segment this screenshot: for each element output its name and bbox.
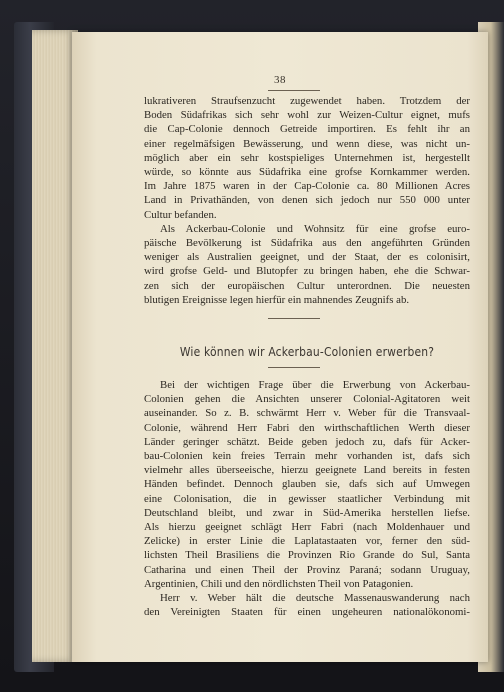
text-line: vielmehr alles überseeische, hierzu geeignete Land bereits in festen <box>144 464 470 477</box>
first-text-block <box>144 94 470 307</box>
text-line: Händen befindet. Dennoch glauben sie, dafs sich auf Umwegen <box>144 478 470 491</box>
text-line: Bei der wichtigen Frage über die Erwerbung von Ackerbau- <box>160 379 470 391</box>
text-line: Colonien gehen die Ansichten unserer Colonial-Agitatoren weit <box>144 393 470 406</box>
text-line: auseinander. So z. B. schwärmt Herr v. Weber für die Transvaal- <box>144 407 470 420</box>
text-line: zen sich der europäischen Cultur unterordnen. Die neuesten <box>144 279 470 292</box>
second-text-block <box>144 378 470 619</box>
text-line: blutigen Ereignisse legen hierfür ein mahnendes Zeugnifs ab. <box>144 293 410 306</box>
text-line: Länder geringer schätzt. Beide geben jedoch zu, dafs für Acker- <box>144 435 470 448</box>
text-line: Als hierzu geeignet schlägt Herr Fabri (nach Moldenhauer und <box>144 521 470 534</box>
text-line: Herr v. Weber hält die deutsche Massenauswanderung nach <box>160 592 470 605</box>
text-line: weniger als Australien geeignet, und der Staat, der es colonisirt, <box>144 251 470 264</box>
text-line: würde, so könnte aus Südafrika eine grofse Kornkammer werden. <box>144 166 470 179</box>
text-line: Als Ackerbau-Colonie und Wohnsitz für eine grofse euro- <box>160 222 470 235</box>
text-line: Boden Südafrikas sich sehr wohl zur Weizen-Cultur eignet, mufs <box>144 109 470 122</box>
text-line: wird grofse Geld- und Blutopfer zu bringen haben, ehe die Schwar- <box>144 265 470 278</box>
text-line: Cultur befanden. <box>144 208 217 221</box>
page-number: 38 <box>274 74 286 86</box>
text-line: Land in Privathänden, von denen sich jedoch nur 550 000 unter <box>144 194 470 207</box>
text-line: Deutschland bleibt, und zwar in Süd-Amerika herstellen liefse. <box>144 506 470 519</box>
book-page <box>72 32 488 662</box>
text-line: den Vereinigten Staaten für einen ungeheuren nationalökonomi- <box>144 606 470 619</box>
text-line: einer regelmäfsigen Bewässerung, und wenn diese, was nicht un- <box>144 137 470 150</box>
text-line: Catharina und einen Theil der Provinz Paraná; sodann Uruguay, <box>144 563 470 576</box>
text-line: lukrativeren Straufsenzucht zugewendet haben. Trotzdem der <box>144 95 470 107</box>
heading-rule <box>268 367 320 368</box>
text-line: bau-Colonien kein freies Terrain mehr vorhanden ist, dafs sich <box>144 450 470 463</box>
text-line: Colonie, während Herr Fabri den wirthschaftlichen Werth dieser <box>144 421 470 434</box>
text-line: Zelicke) in erster Linie die Laplatastaaten vor, ferner den süd- <box>144 535 470 548</box>
text-line: lichsten Theil Brasiliens die Provinzen Rio Grande do Sul, Santa <box>144 549 470 562</box>
text-line: eine Colonisation, die in gewisser staatlicher Verbindung mit <box>144 492 470 505</box>
text-line: Im Jahre 1875 waren in der Cap-Colonie ca. 80 Millionen Acres <box>144 180 470 193</box>
text-line: die Cap-Colonie dennoch Getreide importiren. Es fehlt ihr an <box>144 123 470 136</box>
section-divider <box>268 318 320 319</box>
text-line: Argentinien, Chili und den nördlichsten Theil von Patagonien. <box>144 577 414 590</box>
text-line: päische Bevölkerung ist Südafrika aus den angeführten Gründen <box>144 237 470 250</box>
page-number-rule <box>268 90 320 91</box>
section-heading: Wie können wir Ackerbau-Colonien erwerben? <box>179 344 435 359</box>
text-line: möglich aber ein sehr kostspieliges Unternehmen ist, hergestellt <box>144 151 470 164</box>
